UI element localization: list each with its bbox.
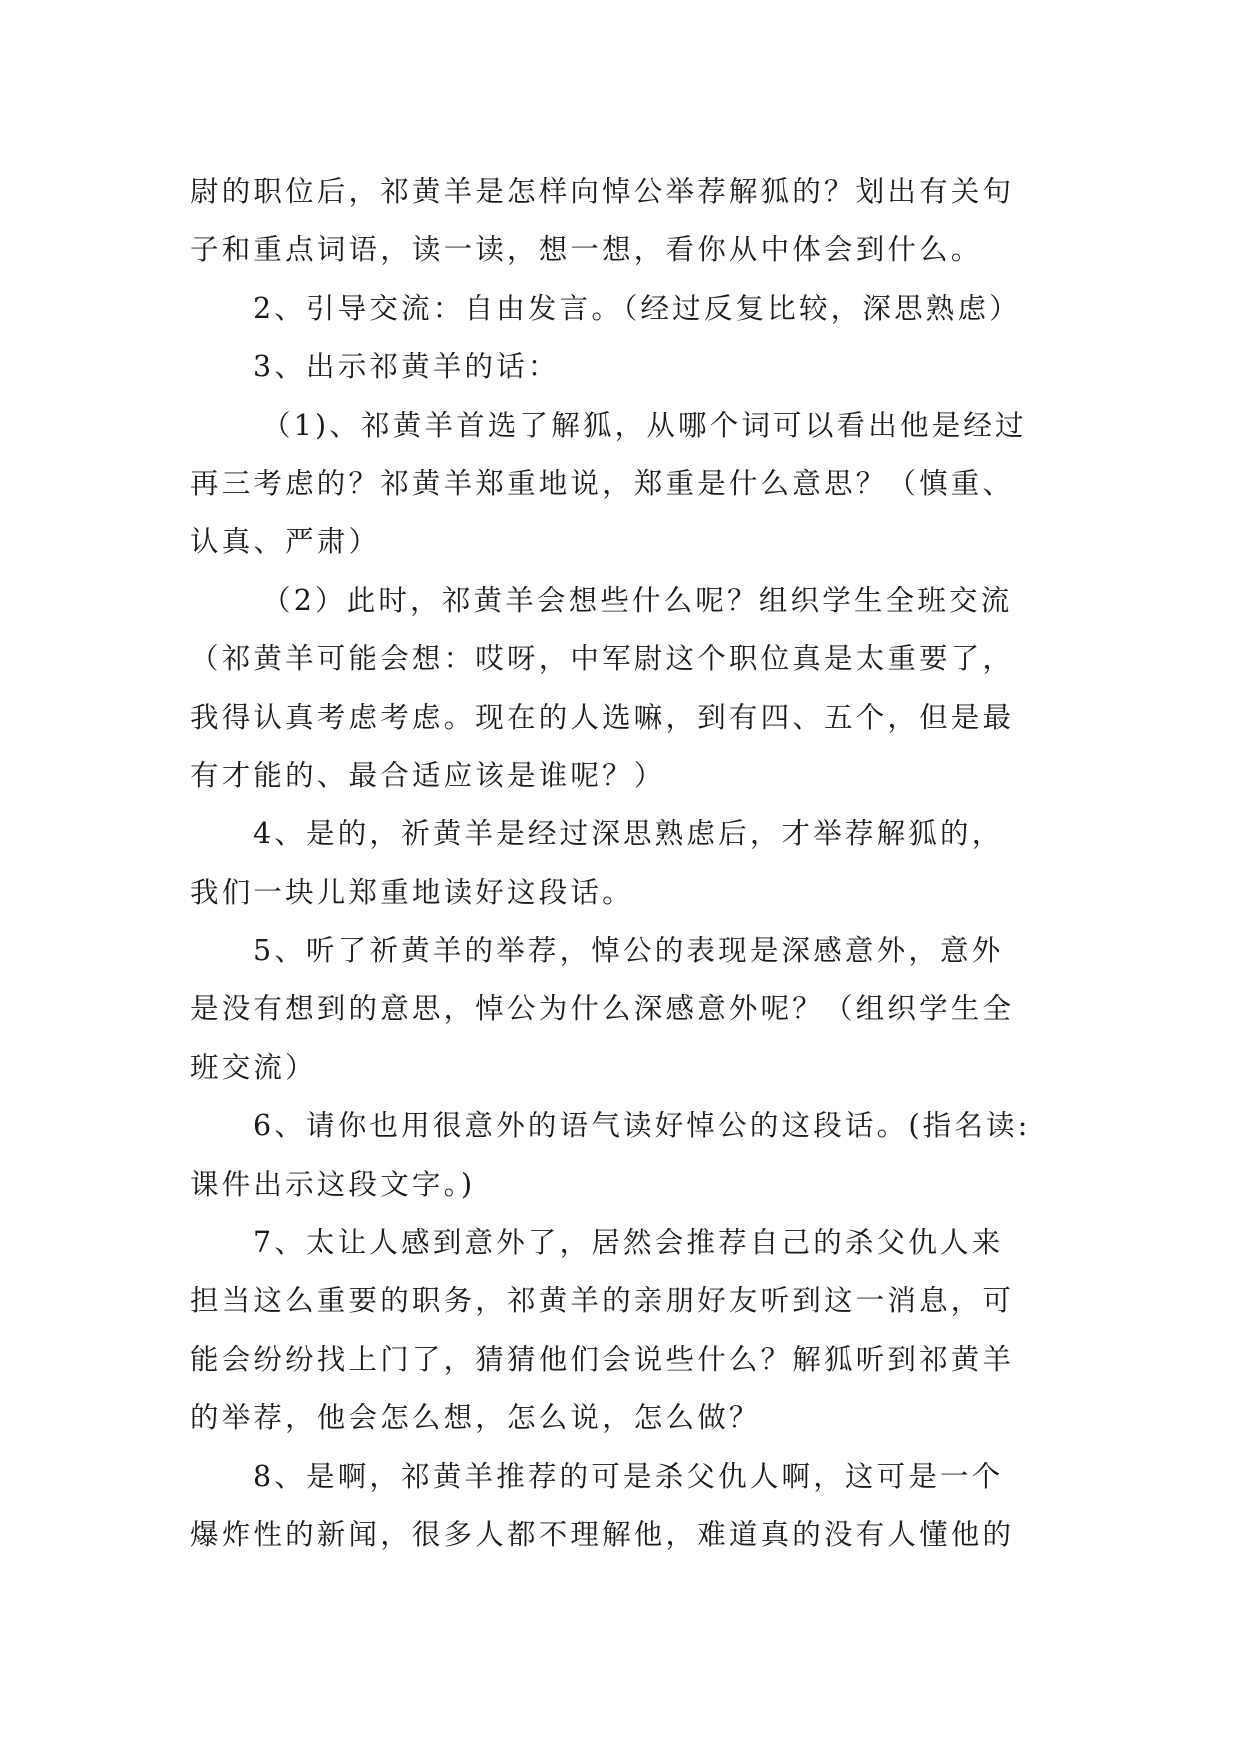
text-line: 3、出示祁黄羊的话： xyxy=(253,350,560,384)
text-line: 课件出示这段文字。) xyxy=(190,1167,476,1201)
text-line: 担当这么重要的职务，祁黄羊的亲朋好友听到这一消息，可 xyxy=(190,1284,1015,1318)
text-line: 我得认真考虑考虑。现在的人选嘛，到有四、五个，但是最 xyxy=(190,700,1015,734)
text-line: 班交流） xyxy=(190,1050,317,1084)
text-line: 是没有想到的意思，悼公为什么深感意外呢？（组织学生全 xyxy=(190,992,1015,1026)
text-line: 8、是啊，祁黄羊推荐的可是杀父仇人啊，这可是一个 xyxy=(253,1459,1004,1493)
text-line: 6、请你也用很意外的语气读好悼公的这段话。(指名读: xyxy=(253,1109,1031,1143)
text-line: 我们一块儿郑重地读好这段话。 xyxy=(190,875,634,909)
text-line: 爆炸性的新闻，很多人都不理解他，难道真的没有人懂他的 xyxy=(190,1517,1015,1551)
text-line: 子和重点词语，读一读，想一想，看你从中体会到什么。 xyxy=(190,233,983,267)
text-line: 能会纷纷找上门了，猜猜他们会说些什么？解狐听到祁黄羊 xyxy=(190,1342,1015,1376)
text-line: 尉的职位后，祁黄羊是怎样向悼公举荐解狐的？划出有关句 xyxy=(190,175,1015,208)
text-line: 7、太让人感到意外了，居然会推荐自己的杀父仇人来 xyxy=(253,1226,1004,1260)
text-line: 有才能的、最合适应该是谁呢？） xyxy=(190,758,666,792)
text-line: （2）此时，祁黄羊会想些什么呢？组织学生全班交流 xyxy=(262,583,1013,617)
text-line: 4、是的，祈黄羊是经过深思熟虑后，才举荐解狐的， xyxy=(253,817,1004,851)
text-line: 的举荐，他会怎么想，怎么说，怎么做？ xyxy=(190,1401,761,1435)
text-line: （1)、祁黄羊首选了解狐，从哪个词可以看出他是经过 xyxy=(262,408,1027,442)
text-line: 2、引导交流：自由发言。（经过反复比较，深思熟虑） xyxy=(253,291,1021,325)
text-line: 再三考虑的？祁黄羊郑重地说，郑重是什么意思？（慎重、 xyxy=(190,466,1015,500)
text-line: 5、听了祈黄羊的举荐，悼公的表现是深感意外，意外 xyxy=(253,934,1004,968)
text-line: （祁黄羊可能会想：哎呀，中军尉这个职位真是太重要了， xyxy=(190,642,1015,676)
document-body xyxy=(190,163,1070,1564)
text-line: 认真、严肃） xyxy=(190,525,381,559)
